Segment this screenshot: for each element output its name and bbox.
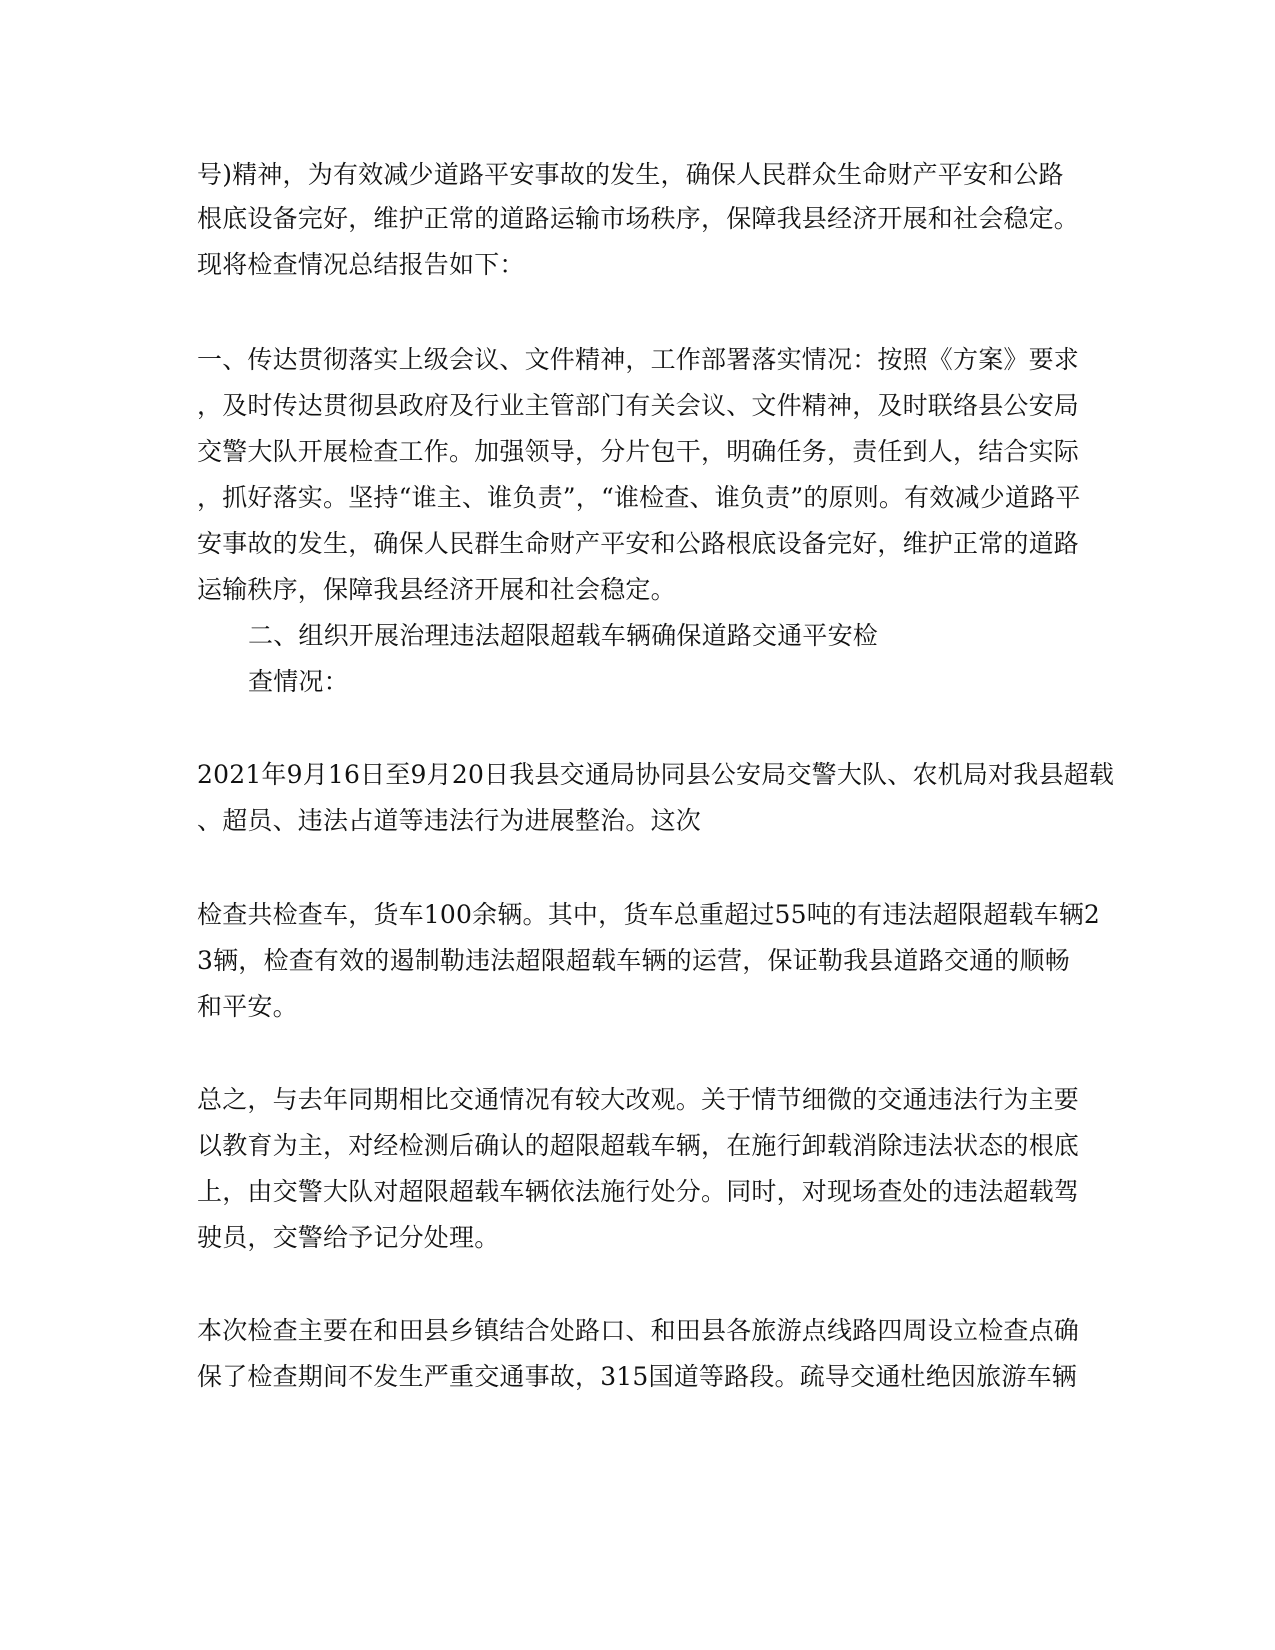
paragraph-2-line-1: 一、传达贯彻落实上级会议、文件精神，工作部署落实情况：按照《方案》要求: [197, 345, 1080, 374]
paragraph-4-line-1: 检查共检查车，货车100余辆。其中，货车总重超过55吨的有违法超限超载车辆2: [197, 900, 1101, 929]
paragraph-2-line-4: ，抓好落实。坚持“谁主、谁负责”，“谁检查、谁负责”的原则。有效减少道路平: [197, 483, 1081, 512]
paragraph-1-line-2: 根底设备完好，维护正常的道路运输市场秩序，保障我县经济开展和社会稳定。: [197, 204, 1080, 233]
paragraph-1-line-3: 现将检查情况总结报告如下：: [197, 250, 525, 279]
paragraph-6-line-1: 本次检查主要在和田县乡镇结合处路口、和田县各旅游点线路四周设立检查点确: [197, 1316, 1080, 1345]
paragraph-4-line-3: 和平安。: [197, 992, 298, 1021]
paragraph-2-line-5: 安事故的发生，确保人民群生命财产平安和公路根底设备完好，维护正常的道路: [197, 529, 1080, 558]
paragraph-5-line-2: 以教育为主，对经检测后确认的超限超载车辆，在施行卸载消除违法状态的根底: [197, 1131, 1080, 1160]
paragraph-3-line-2: 、超员、违法占道等违法行为进展整治。这次: [197, 806, 702, 835]
paragraph-5-line-4: 驶员，交警给予记分处理。: [197, 1223, 500, 1252]
paragraph-5-line-1: 总之，与去年同期相比交通情况有较大改观。关于情节细微的交通违法行为主要: [197, 1085, 1080, 1114]
paragraph-2-line-3: 交警大队开展检查工作。加强领导，分片包干，明确任务，责任到人，结合实际: [197, 437, 1080, 466]
section-heading-2-line-2: 查情况：: [248, 667, 349, 696]
paragraph-2-line-6: 运输秩序，保障我县经济开展和社会稳定。: [197, 575, 676, 604]
paragraph-2-line-2: ，及时传达贯彻县政府及行业主管部门有关会议、文件精神，及时联络县公安局: [197, 391, 1080, 420]
paragraph-1-line-1: 号)精神，为有效减少道路平安事故的发生，确保人民群众生命财产平安和公路: [197, 160, 1064, 189]
paragraph-4-line-2: 3辆，检查有效的遏制勒违法超限超载车辆的运营，保证勒我县道路交通的顺畅: [197, 946, 1070, 975]
paragraph-3-line-1: 2021年9月16日至9月20日我县交通局协同县公安局交警大队、农机局对我县超载: [197, 760, 1115, 789]
section-heading-2-line-1: 二、组织开展治理违法超限超载车辆确保道路交通平安检: [248, 621, 879, 650]
paragraph-6-line-2: 保了检查期间不发生严重交通事故，315国道等路段。疏导交通杜绝因旅游车辆: [197, 1362, 1077, 1391]
paragraph-5-line-3: 上，由交警大队对超限超载车辆依法施行处分。同时，对现场查处的违法超载驾: [197, 1177, 1080, 1206]
